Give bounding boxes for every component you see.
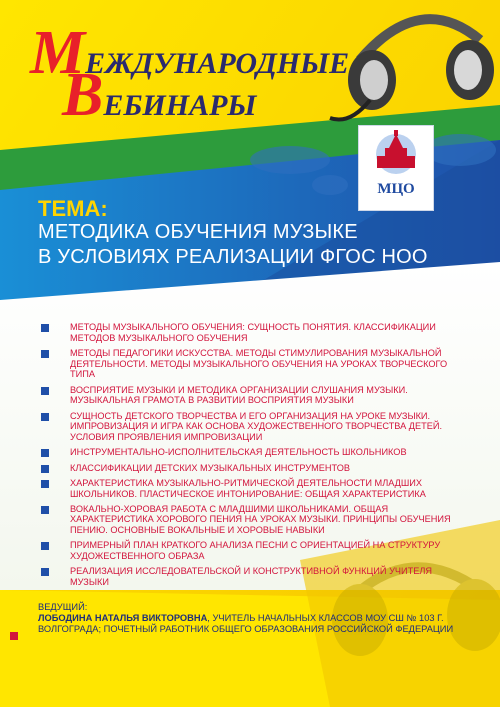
list-item: РЕАЛИЗАЦИЯ ИССЛЕДОВАТЕЛЬСКОЙ И КОНСТРУКТИВНОЙ ФУНКЦИЙ УЧИТЕЛЯ МУЗЫКИ (38, 566, 468, 587)
square-bullet-icon (41, 506, 49, 514)
list-item: КЛАССИФИКАЦИИ ДЕТСКИХ МУЗЫКАЛЬНЫХ ИНСТРУМЕНТОВ (38, 463, 468, 474)
list-item: МЕТОДЫ ПЕДАГОГИКИ ИСКУССТВА. МЕТОДЫ СТИМУЛИРОВАНИЯ МУЗЫКАЛЬНОЙ ДЕЯТЕЛЬНОСТИ. МЕТОДЫ МУЗЫКАЛЬНОГО ОБУЧЕНИЯ НА УРОКАХ ТВОРЧЕСКОГО ТИПА (38, 348, 468, 380)
list-item: ХАРАКТЕРИСТИКА МУЗЫКАЛЬНО-РИТМИЧЕСКОЙ ДЕЯТЕЛЬНОСТИ МЛАДШИХ ШКОЛЬНИКОВ. ПЛАСТИЧЕСКОЕ ИНТОНИРОВАНИЕ: ОБЩАЯ ХАРАКТЕРИСТИКА (38, 478, 468, 499)
square-bullet-icon (10, 632, 18, 640)
kremlin-globe-logo-icon (359, 126, 433, 182)
title-cap-m: М (30, 19, 86, 87)
square-bullet-icon (41, 449, 49, 457)
list-item: ВОКАЛЬНО-ХОРОВАЯ РАБОТА С МЛАДШИМИ ШКОЛЬНИКАМИ. ОБЩАЯ ХАРАКТЕРИСТИКА ХОРОВОГО ПЕНИЯ НА УРОКАХ МУЗЫКИ. ПРИНЦИПЫ ОБУЧЕНИЯ ПЕНИЮ. ОСНОВНЫЕ ВОКАЛЬНЫЕ И ХОРОВЫЕ НАВЫКИ (38, 504, 468, 536)
logo-text: МЦО (377, 181, 415, 197)
topic-list (38, 322, 468, 592)
webinar-title-line2 (62, 60, 257, 131)
list-item: СУЩНОСТЬ ДЕТСКОГО ТВОРЧЕСТВА И ЕГО ОРГАНИЗАЦИЯ НА УРОКЕ МУЗЫКИ. ИМПРОВИЗАЦИЯ И ИГРА КАК ОСНОВА ХУДОЖЕСТВЕННОГО ТВОРЧЕСТВА ДЕТЕЙ. УСЛОВИЯ ПРОЯВЛЕНИЯ ИМПРОВИЗАЦИИ (38, 411, 468, 443)
square-bullet-icon (41, 480, 49, 488)
square-bullet-icon (41, 568, 49, 576)
list-item: МЕТОДЫ МУЗЫКАЛЬНОГО ОБУЧЕНИЯ: СУЩНОСТЬ ПОНЯТИЯ. КЛАССИФИКАЦИИ МЕТОДОВ МУЗЫКАЛЬНОГО ОБУЧЕНИЯ (38, 322, 468, 343)
presenter-info (38, 602, 458, 636)
square-bullet-icon (41, 413, 49, 421)
square-bullet-icon (41, 324, 49, 332)
theme-label: ТЕМА: (38, 196, 108, 221)
title-rest-1: ЕЖДУНАРОДНЫЕ (85, 47, 350, 80)
square-bullet-icon (41, 350, 49, 358)
presenter-details: , УЧИТЕЛЬ НАЧАЛЬНЫХ КЛАССОВ МОУ СШ № 103 Г. ВОЛГОГРАДА; ПОЧЕТНЫЙ РАБОТНИК ОБЩЕГО ОБРАЗОВАНИЯ РОССИЙСКОЙ ФЕДЕРАЦИИ (38, 613, 454, 635)
square-bullet-icon (41, 542, 49, 550)
theme-title-line2: В УСЛОВИЯХ РЕАЛИЗАЦИИ ФГОС НОО (38, 246, 428, 268)
square-bullet-icon (41, 465, 49, 473)
presenter-text (38, 613, 458, 635)
title-rest-2: ЕБИНАРЫ (103, 89, 257, 122)
presenter-label: ВЕДУЩИЙ: (38, 602, 88, 612)
mco-logo (358, 125, 434, 211)
square-bullet-icon (41, 387, 49, 395)
title-cap-v: В (62, 61, 104, 129)
presenter-name: ЛОБОДИНА НАТАЛЬЯ ВИКТОРОВНА (38, 613, 208, 624)
theme-title-line1: МЕТОДИКА ОБУЧЕНИЯ МУЗЫКЕ (38, 221, 358, 243)
list-item: ИНСТРУМЕНТАЛЬНО-ИСПОЛНИТЕЛЬСКАЯ ДЕЯТЕЛЬНОСТЬ ШКОЛЬНИКОВ (38, 447, 468, 458)
list-item: ПРИМЕРНЫЙ ПЛАН КРАТКОГО АНАЛИЗА ПЕСНИ С ОРИЕНТАЦИЕЙ НА СТРУКТУРУ ХУДОЖЕСТВЕННОГО ОБРАЗА (38, 540, 468, 561)
list-item: ВОСПРИЯТИЕ МУЗЫКИ И МЕТОДИКА ОРГАНИЗАЦИИ СЛУШАНИЯ МУЗЫКИ. МУЗЫКАЛЬНАЯ ГРАМОТА В РАЗВИТИИ ВОСПРИЯТИЯ МУЗЫКИ (38, 385, 468, 406)
